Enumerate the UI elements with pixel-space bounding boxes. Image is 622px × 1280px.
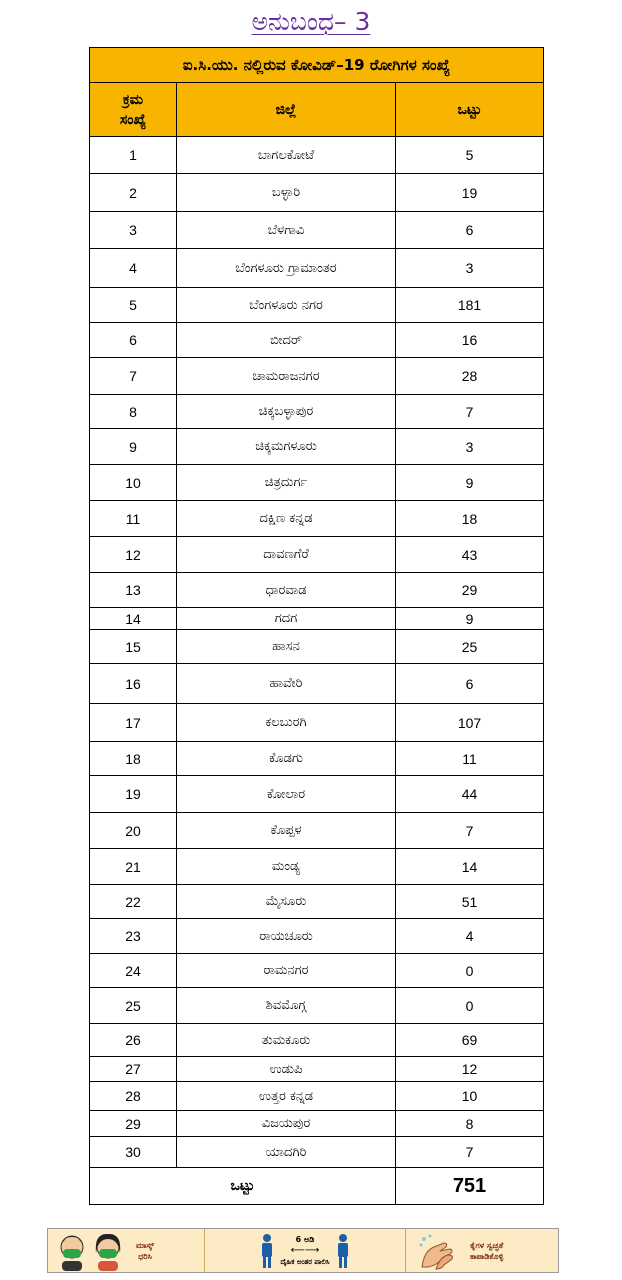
serial-cell: 11 <box>90 501 177 537</box>
district-cell: ಬಾಗಲಕೋಟೆ <box>177 137 396 174</box>
serial-cell: 28 <box>90 1082 177 1111</box>
mask-label-line1: ಮಾಸ್ಕ್ <box>136 1240 155 1250</box>
table-row <box>90 249 544 288</box>
serial-cell: 3 <box>90 212 177 249</box>
count-cell: 3 <box>396 429 544 465</box>
serial-cell: 27 <box>90 1057 177 1082</box>
total-label: ಒಟ್ಟು <box>90 1168 396 1205</box>
awareness-banner <box>47 1228 559 1273</box>
person-icon <box>260 1233 274 1269</box>
hands-label-line1: ಕೈಗಳ ಸ್ವಚ್ಛತೆ <box>470 1240 504 1250</box>
district-cell: ಬೆಂಗಳೂರು ಗ್ರಾಮಾಂತರ <box>177 249 396 288</box>
district-cell: ಬಳ್ಳಾರಿ <box>177 174 396 212</box>
table-row <box>90 742 544 776</box>
count-cell: 25 <box>396 630 544 664</box>
table-row <box>90 664 544 704</box>
district-cell: ಬೆಂಗಳೂರು ನಗರ <box>177 288 396 323</box>
district-cell: ತುಮಕೂರು <box>177 1024 396 1057</box>
table-row <box>90 1024 544 1057</box>
district-cell: ರಾಯಚೂರು <box>177 919 396 954</box>
serial-cell: 14 <box>90 608 177 630</box>
header-serial-line2: ಸಂಖ್ಯೆ <box>119 111 147 128</box>
district-cell: ಶಿವಮೊಗ್ಗ <box>177 988 396 1024</box>
serial-cell: 17 <box>90 704 177 742</box>
serial-cell: 16 <box>90 664 177 704</box>
serial-cell: 13 <box>90 573 177 608</box>
count-cell: 44 <box>396 776 544 813</box>
header-total: ಒಟ್ಟು <box>396 83 544 137</box>
distance-value: 6 ಅಡಿ <box>295 1234 315 1244</box>
table-row <box>90 465 544 501</box>
district-cell: ಧಾರವಾಡ <box>177 573 396 608</box>
serial-cell: 9 <box>90 429 177 465</box>
district-cell: ಚಿತ್ರದುರ್ಗ <box>177 465 396 501</box>
table-row <box>90 395 544 429</box>
hand-hygiene-section <box>406 1229 558 1272</box>
district-cell: ಮಂಡ್ಯ <box>177 849 396 885</box>
serial-cell: 25 <box>90 988 177 1024</box>
table-row <box>90 704 544 742</box>
district-cell: ಕೋಲಾರ <box>177 776 396 813</box>
serial-cell: 24 <box>90 954 177 988</box>
table-row <box>90 608 544 630</box>
serial-cell: 6 <box>90 323 177 358</box>
table-row <box>90 813 544 849</box>
district-cell: ಗದಗ <box>177 608 396 630</box>
count-cell: 14 <box>396 849 544 885</box>
district-cell: ಉಡುಪಿ <box>177 1057 396 1082</box>
serial-cell: 26 <box>90 1024 177 1057</box>
table-row <box>90 776 544 813</box>
district-cell: ಹಾವೇರಿ <box>177 664 396 704</box>
district-cell: ದಾವಣಗೆರೆ <box>177 537 396 573</box>
count-cell: 51 <box>396 885 544 919</box>
serial-cell: 23 <box>90 919 177 954</box>
serial-cell: 8 <box>90 395 177 429</box>
count-cell: 11 <box>396 742 544 776</box>
table-row <box>90 988 544 1024</box>
table-row <box>90 212 544 249</box>
count-cell: 16 <box>396 323 544 358</box>
count-cell: 7 <box>396 1137 544 1168</box>
wear-mask-section <box>48 1229 204 1272</box>
count-cell: 7 <box>396 813 544 849</box>
table-row <box>90 573 544 608</box>
count-cell: 28 <box>396 358 544 395</box>
district-cell: ದಕ್ಷಿಣ ಕನ್ನಡ <box>177 501 396 537</box>
count-cell: 6 <box>396 664 544 704</box>
count-cell: 9 <box>396 465 544 501</box>
count-cell: 107 <box>396 704 544 742</box>
table-row <box>90 137 544 174</box>
header-serial-number <box>90 83 177 137</box>
count-cell: 7 <box>396 395 544 429</box>
serial-cell: 10 <box>90 465 177 501</box>
serial-cell: 12 <box>90 537 177 573</box>
masked-face-icon <box>54 1231 90 1271</box>
table-row <box>90 1057 544 1082</box>
district-cell: ಚಿಕ್ಕಮಗಳೂರು <box>177 429 396 465</box>
count-cell: 12 <box>396 1057 544 1082</box>
district-cell: ಯಾದಗಿರಿ <box>177 1137 396 1168</box>
table-row <box>90 1111 544 1137</box>
serial-cell: 19 <box>90 776 177 813</box>
district-cell: ರಾಮನಗರ <box>177 954 396 988</box>
table-row <box>90 501 544 537</box>
table-row <box>90 885 544 919</box>
serial-cell: 22 <box>90 885 177 919</box>
header-district: ಜಿಲ್ಲೆ <box>177 83 396 137</box>
serial-cell: 20 <box>90 813 177 849</box>
district-cell: ಹಾಸನ <box>177 630 396 664</box>
table-row <box>90 537 544 573</box>
table-row <box>90 630 544 664</box>
serial-cell: 29 <box>90 1111 177 1137</box>
count-cell: 43 <box>396 537 544 573</box>
table-row <box>90 849 544 885</box>
table-row <box>90 429 544 465</box>
count-cell: 181 <box>396 288 544 323</box>
serial-cell: 2 <box>90 174 177 212</box>
count-cell: 4 <box>396 919 544 954</box>
mask-label-line2: ಧರಿಸಿ <box>138 1251 152 1261</box>
district-cell: ಬೀದರ್ <box>177 323 396 358</box>
count-cell: 6 <box>396 212 544 249</box>
masked-face-icon <box>90 1231 126 1271</box>
count-cell: 9 <box>396 608 544 630</box>
table-row <box>90 323 544 358</box>
table-banner: ಐ.ಸಿ.ಯು. ನಲ್ಲಿರುವ ಕೋವಿಡ್–19 ರೋಗಿಗಳ ಸಂಖ್ಯೆ <box>90 48 544 83</box>
serial-cell: 5 <box>90 288 177 323</box>
person-icon <box>336 1233 350 1269</box>
table-row <box>90 358 544 395</box>
serial-cell: 1 <box>90 137 177 174</box>
count-cell: 0 <box>396 954 544 988</box>
count-cell: 69 <box>396 1024 544 1057</box>
total-value: 751 <box>396 1168 544 1205</box>
count-cell: 5 <box>396 137 544 174</box>
serial-cell: 4 <box>90 249 177 288</box>
table-row <box>90 1137 544 1168</box>
count-cell: 29 <box>396 573 544 608</box>
serial-cell: 30 <box>90 1137 177 1168</box>
district-cell: ಕೊಪ್ಪಳ <box>177 813 396 849</box>
table-body <box>90 137 544 1168</box>
serial-cell: 18 <box>90 742 177 776</box>
district-cell: ವಿಜಯಪುರ <box>177 1111 396 1137</box>
district-cell: ಚಾಮರಾಜನಗರ <box>177 358 396 395</box>
table-row <box>90 288 544 323</box>
count-cell: 19 <box>396 174 544 212</box>
serial-cell: 15 <box>90 630 177 664</box>
distance-label: ದೈಹಿಕ ಅಂತರ ಪಾಲಿಸಿ <box>280 1257 330 1266</box>
hands-label-line2: ಕಾಪಾಡಿಕೊಳ್ಳಿ <box>470 1251 504 1261</box>
table-row <box>90 919 544 954</box>
icu-patients-table <box>89 47 544 1205</box>
district-cell: ಬೆಳಗಾವಿ <box>177 212 396 249</box>
count-cell: 18 <box>396 501 544 537</box>
physical-distance-section <box>204 1229 406 1272</box>
double-arrow-icon: ⟵⟶ <box>290 1244 320 1256</box>
serial-cell: 21 <box>90 849 177 885</box>
district-cell: ಉತ್ತರ ಕನ್ನಡ <box>177 1082 396 1111</box>
count-cell: 0 <box>396 988 544 1024</box>
header-serial-line1: ಕ್ರಮ <box>122 91 144 108</box>
table-row <box>90 954 544 988</box>
district-cell: ಕಲಬುರಗಿ <box>177 704 396 742</box>
district-cell: ಚಿಕ್ಕಬಳ್ಳಾಪುರ <box>177 395 396 429</box>
district-cell: ಕೊಡಗು <box>177 742 396 776</box>
count-cell: 10 <box>396 1082 544 1111</box>
table-row <box>90 1082 544 1111</box>
table-row <box>90 174 544 212</box>
hand-wash-icon <box>414 1231 458 1271</box>
district-cell: ಮೈಸೂರು <box>177 885 396 919</box>
page-title: ಅನುಬಂಧ– 3 <box>251 7 371 36</box>
serial-cell: 7 <box>90 358 177 395</box>
count-cell: 8 <box>396 1111 544 1137</box>
count-cell: 3 <box>396 249 544 288</box>
